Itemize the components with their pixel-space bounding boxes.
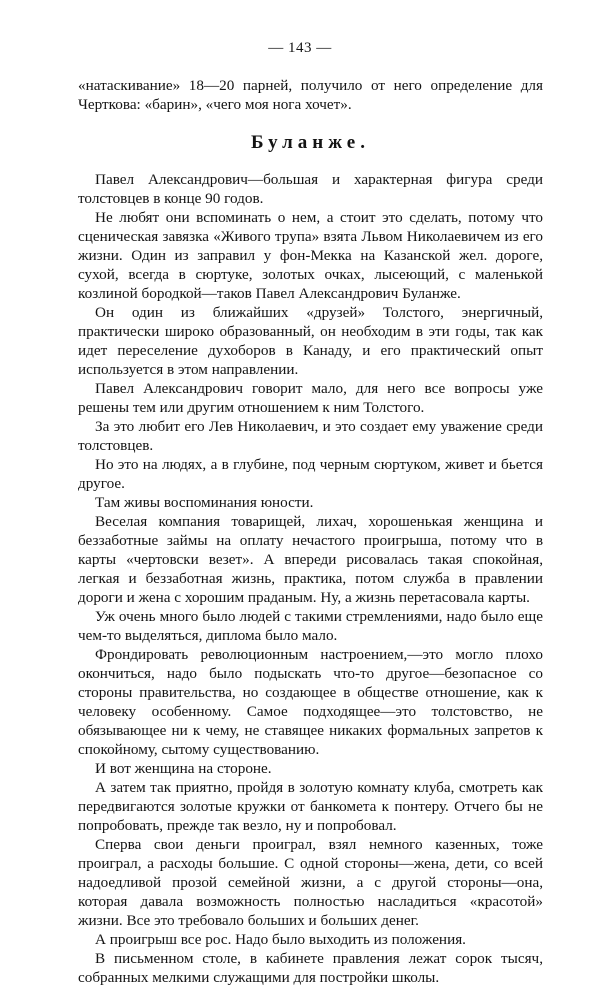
- page-text: [78, 76, 543, 987]
- paragraph: В письменном столе, в кабинете правления лежат сорок тысяч, собранных мелкими служащими для постройки школы.: [78, 950, 543, 986]
- paragraph: Но это на людях, а в глубине, под черным сюртуком, живет и бьется другое.: [78, 456, 543, 492]
- paragraph: Не любят они вспоминать о нем, а стоит это сделать, потому что сценическая завязка «Живого трупа» взята Львом Николаевичем из его жизни. Один из заправил у фон-Мекка на Казанской жел. дороге, сухой, всегда в сюртуке, золотых очках, лысеющий, с маленькой козлиной бородкой—таков Павел Александрович Буланже.: [78, 209, 543, 302]
- paragraph: Павел Александрович—большая и характерная фигура среди толстовцев в конце 90 годов.: [78, 171, 543, 207]
- paragraph: Веселая компания товарищей, лихач, хорошенькая женщина и беззаботные займы на оплату нечастого проигрыша, потому что в карты «чертовски везет». А впереди рисовалась такая спокойная, легкая и беззаботная жизнь, практика, потом служба в правлении дороги и жена с хорошим праданым. Ну, а жизнь перетасовала карты.: [78, 513, 543, 606]
- paragraph: И вот женщина на стороне.: [95, 760, 272, 777]
- paragraph: Там живы воспоминания юности.: [95, 494, 314, 511]
- paragraph: А проигрыш все рос. Надо было выходить из положения.: [95, 931, 466, 948]
- section-heading: Буланже.: [251, 132, 370, 153]
- paragraph: За это любит его Лев Николаевич, и это создает ему уважение среди толстовцев.: [78, 418, 543, 454]
- intro-paragraph: «натаскивание» 18—20 парней, получило от него определение для Черткова: «барин», «чего моя нога хочет».: [78, 77, 543, 113]
- paragraph: Уж очень много было людей с такими стремлениями, надо было еще чем-то выделяться, диплома было мало.: [78, 608, 543, 644]
- paragraph: Он один из ближайших «друзей» Толстого, энергичный, практически широко образованный, он необходим в эти годы, так как идет переселение духоборов в Канаду, и его практический опыт используется в этом направлении.: [78, 304, 543, 378]
- page-number: — 143 —: [268, 40, 332, 56]
- paragraph: А затем так приятно, пройдя в золотую комнату клуба, смотреть как передвигаются золотые кружки от банкомета к понтеру. Отчего бы не попробовать, прежде так везло, ну и попробовал.: [78, 779, 543, 834]
- paragraph: Сперва свои деньги проиграл, взял немного казенных, тоже проиграл, а расходы большие. С одной стороны—жена, дети, со всей надоедливой прозой семейной жизни, а с другой стороны—она, которая давала возможность полностью насладиться «красотой» жизни. Все это требовало больших и больших денег.: [78, 836, 543, 929]
- paragraph: Павел Александрович говорит мало, для него все вопросы уже решены тем или другим отношением к ним Толстого.: [78, 380, 543, 416]
- paragraph: Фрондировать революционным настроением,—это могло плохо окончиться, надо было подыскать что-то другое—безопасное со стороны правительства, но создающее в обществе отношение, как к человеку особенному. Самое подходящее—это толстовство, не обязывающее ни к чему, не ставящее никаких формальных запретов к спокойному, сытому существованию.: [78, 646, 543, 758]
